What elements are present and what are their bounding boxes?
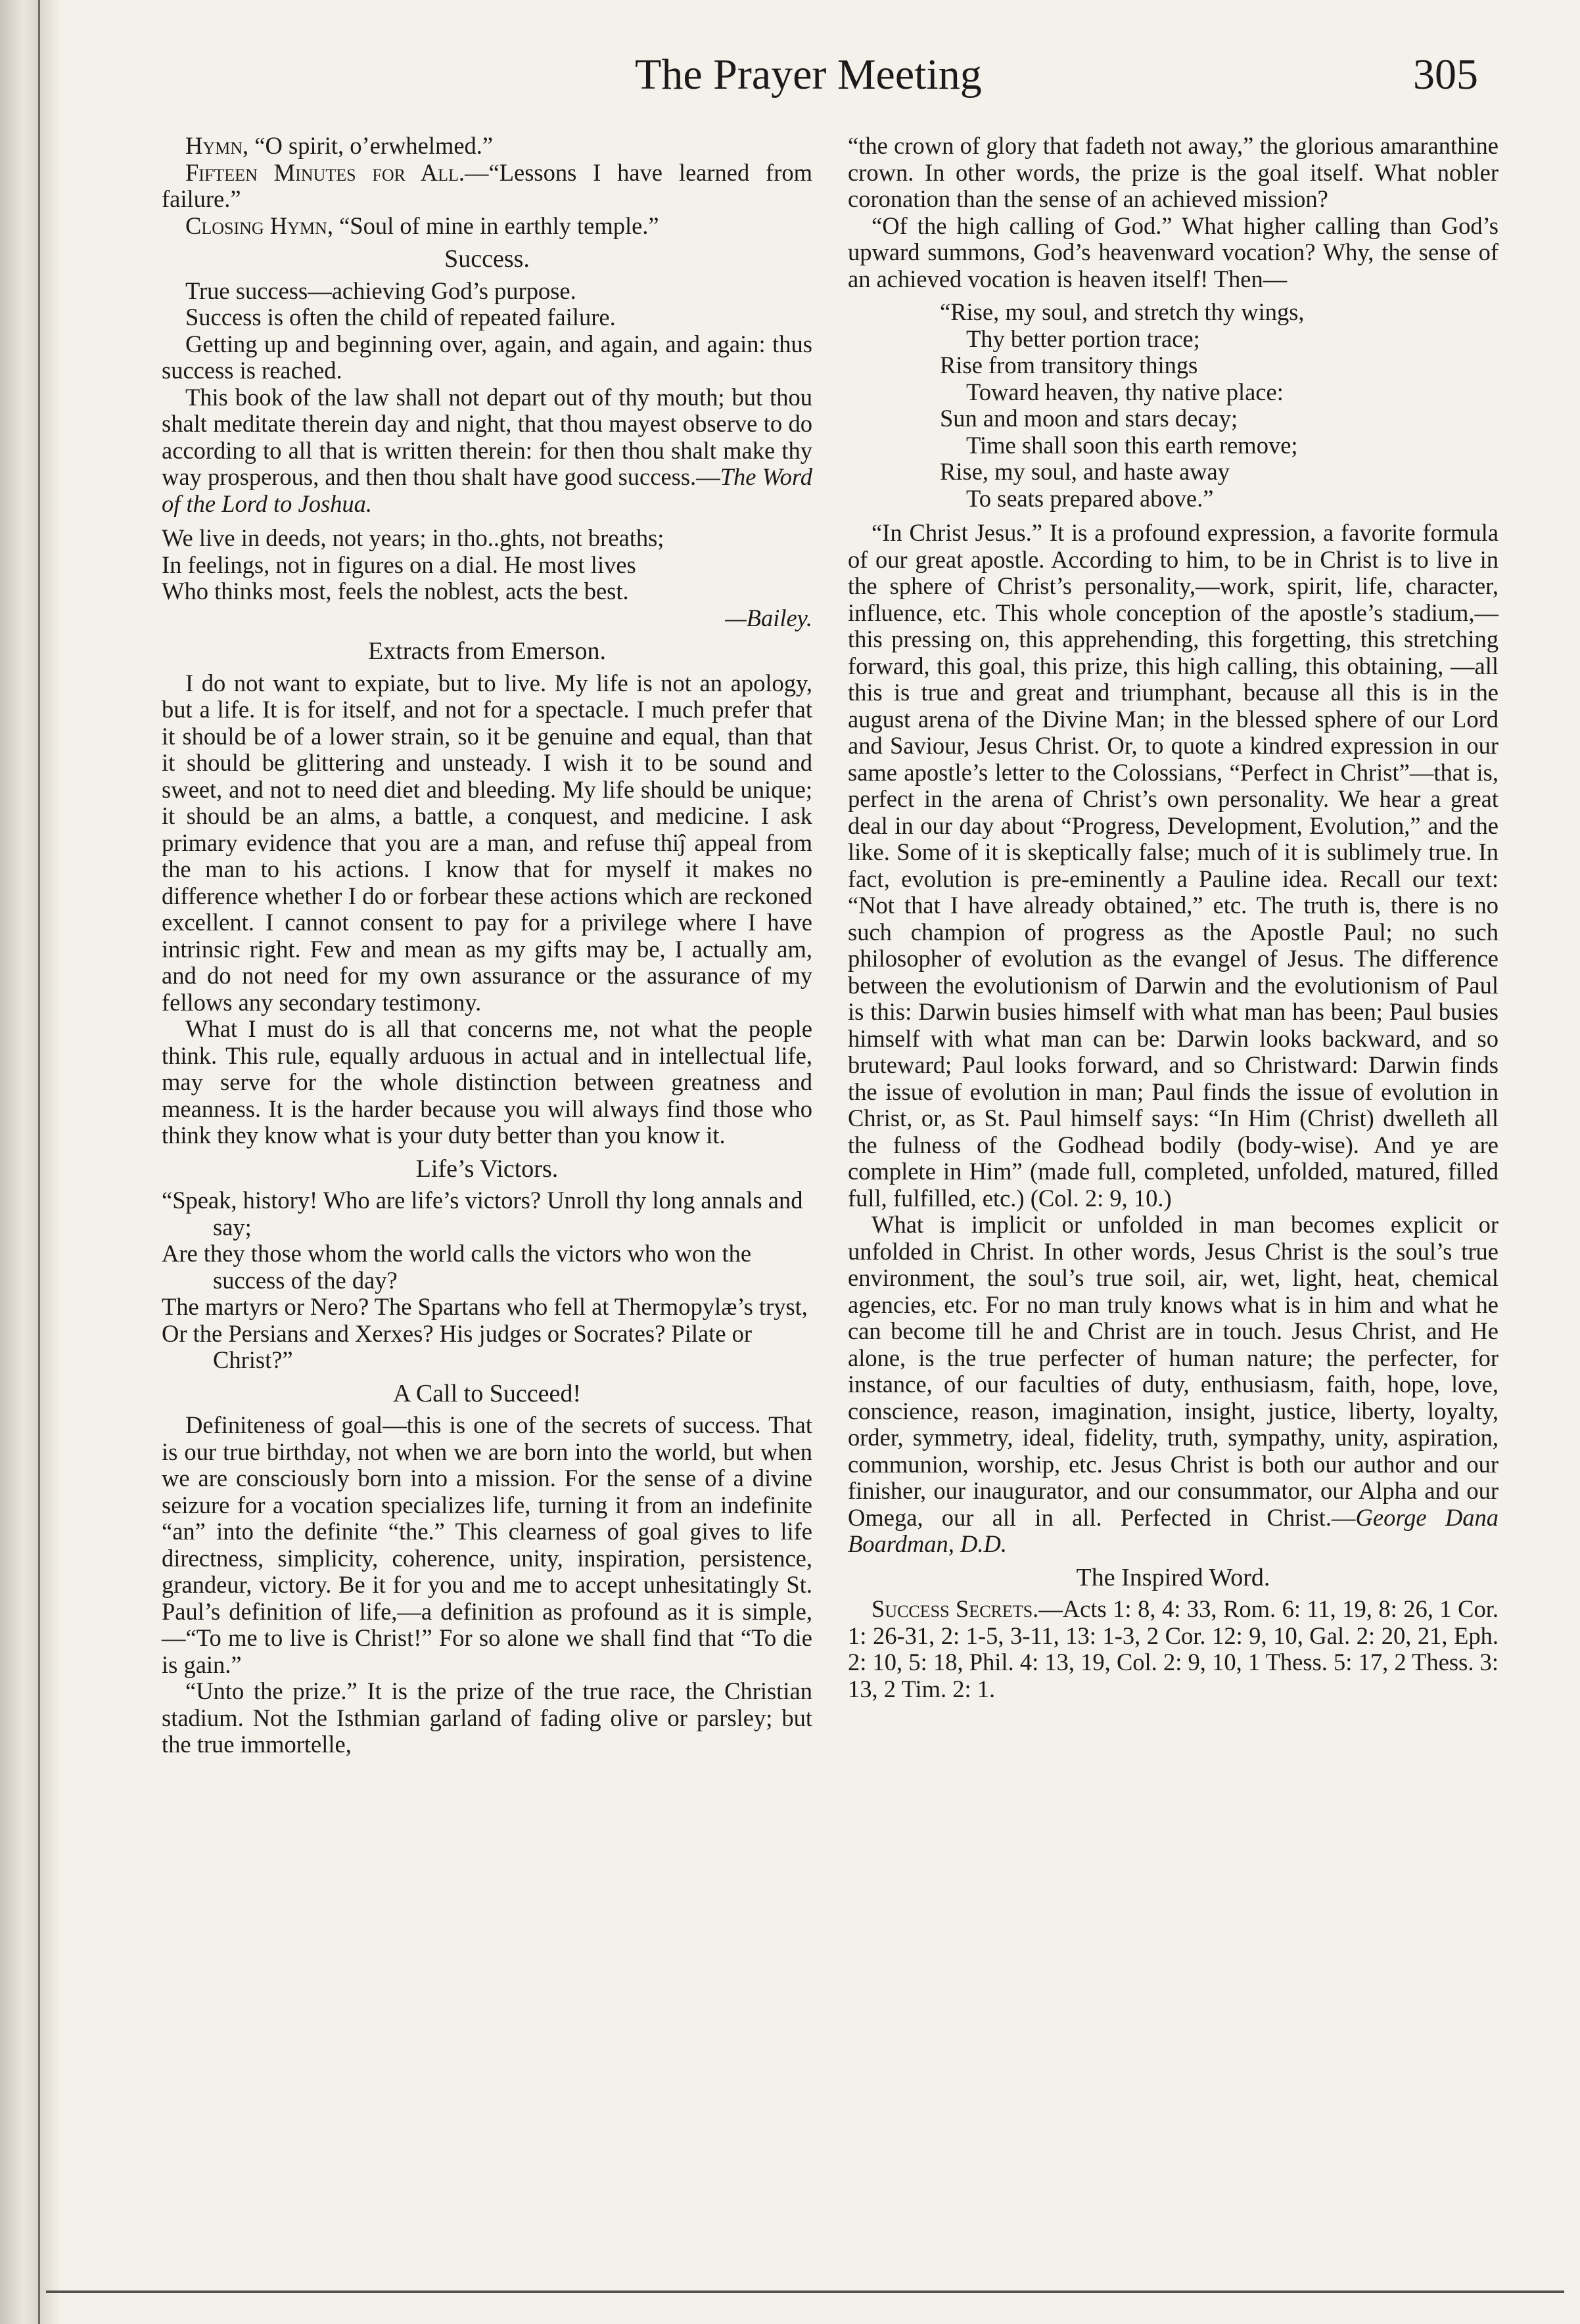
poem-line: “Speak, history! Who are life’s victors? Unroll thy long annals and say; xyxy=(162,1187,803,1241)
call-paragraph-1: Definiteness of goal—this is one of the secrets of success. That is our true birthday, not when we are born into the world, but when we are consciously born into a mission. For the sense of a divine seizure for a vocation specializes life, turning it from an indefinite “an” into the definite “the.” This clearness of goal gives to life directness, simplicity, coherence, unity, inspiration, persistence, grandeur, victory. Be it for you and me to accept unhesitatingly St. Paul’s definition of life,—a definition as profound as it is simple,—“To me to live is Christ!” For so alone we shall find that “To die is gain.” xyxy=(162,1411,812,1678)
lifes-victors-poem xyxy=(162,1187,812,1374)
verse-line: To seats prepared above.” xyxy=(966,484,1214,512)
order-fifteen-minutes xyxy=(162,160,812,213)
success-scripture-text: This book of the law shall not depart out of thy mouth; but thou shalt meditate therein day and night, that thou mayest observe to do according to all that is written therein: for then thou shalt make thy way prosperous, and then thou shalt have good success.— xyxy=(162,383,812,490)
heading-lifes-victors: Life’s Victors. xyxy=(415,1154,559,1183)
order-hymn-text: “O spirit, o’erwhelmed.” xyxy=(254,132,494,159)
page-number: 305 xyxy=(1413,51,1478,99)
implicit-paragraph-author: George Dana Boardman, D.D. xyxy=(848,1503,1499,1557)
in-christ-paragraph: “In Christ Jesus.” It is a profound expression, a favorite formula of our great apostle. According to him, to be in Christ is to live in the sphere of Christ’s personality,—work, spirit, life, character, influence, etc. This whole conception of the apostle’s stadium,—this pressing on, this apprehending, this forgetting, this stretching forward, this goal, this prize, this high calling, this obtaining, —all this is true and great and triumphant, because all this is in the august arena of the Divine Man; in the blessed sphere of our Lord and Saviour, Jesus Christ. Or, to quote a kindred expression in our same apostle’s letter to the Colossians, “Perfect in Christ”—that is, perfect in the arena of Christ’s own personality. We hear a great deal in our day about “Progress, Development, Evolution,” and the like. Some of it is skeptically false; much of it is sublimely true. In fact, evolution is pre-eminently a Pauline idea. Recall our text: “Not that I have already obtained,” etc. The truth is, there is no such champion of progress as the Apostle Paul; no such philosopher of evolution as the evangel of Jesus. The difference between the evolutionism of Darwin and the evolutionism of Paul is this: Darwin busies himself with what man has been; Paul busies himself with what man can be: Darwin looks backward, and so bruteward; Paul looks forward, and so Christward: Darwin finds the issue of evolution in man; Paul finds the issue of evolution in Christ, or, as St. Paul himself says: “In Him (Christ) dwelleth all the fulness of the Godhead bodily (body-wise). And ye are complete in Him” (made full, completed, unfolded, matured, filled full, fulfilled, etc.) (Col. 2: 9, 10.) xyxy=(848,519,1499,1212)
verse-line: Time shall soon this earth remove; xyxy=(966,431,1298,459)
success-line-1: True success—achieving God’s purpose. xyxy=(185,277,576,304)
poem-line: Who thinks most, feels the noblest, acts the best. xyxy=(162,578,629,604)
prize-continued-paragraph: “the crown of glory that fadeth not away,” the glorious amaranthine crown. In other words, the prize is the goal itself. What nobler coronation than the sense of an achieved mission? xyxy=(848,132,1499,212)
success-secrets-references xyxy=(848,1596,1499,1702)
verse-line: Sun and moon and stars decay; xyxy=(940,405,1238,432)
heading-inspired-word: The Inspired Word. xyxy=(1076,1563,1270,1591)
success-scripture-source: The Word of the Lord to Joshua. xyxy=(162,463,812,517)
verse-line: “Rise, my soul, and stretch thy wings, xyxy=(940,298,1305,325)
verse-line: Toward heaven, thy native place: xyxy=(966,378,1284,405)
binding-gutter xyxy=(0,0,60,2324)
left-column xyxy=(162,133,812,1758)
binding-edge-line xyxy=(38,0,40,2324)
success-scripture xyxy=(162,384,812,518)
success-secrets-text: —Acts 1: 8, 4: 33, Rom. 6: 11, 19, 8: 26, 1 Cor. 1: 26-31, 2: 1-5, 3-11, 13: 1-3, 2 Cor. 12: 9, 10, Gal. 2: 20, 21, Eph. 2: 10, 5: 18, Phil. 4: 13, 19, Col. 2: 9, 10, 1 Thess. 5: 17, 2 Thess. 3: 13, 2 Tim. 2: 1. xyxy=(848,1595,1499,1702)
success-line-2: Success is often the child of repeated failure. xyxy=(185,304,616,330)
order-hymn xyxy=(162,133,812,160)
heading-success: Success. xyxy=(444,245,530,273)
poem-author: —Bailey. xyxy=(725,604,812,631)
call-paragraph-2: “Unto the prize.” It is the prize of the true race, the Christian stadium. Not the Isthmian garland of fading olive or parsley; but the true immortelle, xyxy=(162,1677,812,1758)
order-fifteen-minutes-label: Fifteen Minutes for All. xyxy=(185,158,465,186)
implicit-paragraph xyxy=(848,1212,1499,1558)
order-closing-hymn-label: Closing Hymn, xyxy=(185,212,333,239)
poem-line: The martyrs or Nero? The Spartans who fell at Thermopylæ’s tryst, xyxy=(162,1293,808,1320)
success-line-3: Getting up and beginning over, again, and again, and again: thus success is reached. xyxy=(162,330,812,384)
hymn-verse xyxy=(940,299,1499,512)
poem-line: Are they those whom the world calls the victors who won the success of the day? xyxy=(162,1240,752,1294)
poem-line: We live in deeds, not years; in tho..ghts, not breaths; xyxy=(162,524,664,551)
verse-line: Thy better portion trace; xyxy=(966,325,1200,352)
bailey-poem xyxy=(162,525,812,605)
success-secrets-label: Success Secrets. xyxy=(871,1595,1039,1622)
verse-line: Rise, my soul, and haste away xyxy=(940,458,1230,485)
running-head-title: The Prayer Meeting xyxy=(635,51,982,99)
verse-line: Rise from transitory things xyxy=(940,352,1198,378)
order-hymn-label: Hymn, xyxy=(185,132,249,159)
order-fifteen-minutes-text: —“Lessons I have learned from failure.” xyxy=(162,158,812,212)
order-closing-hymn xyxy=(162,213,812,240)
implicit-paragraph-text: What is implicit or unfolded in man becomes explicit or unfolded in Christ. In other words, Jesus Christ is the soul’s true environment, the soul’s true soil, air, wet, light, heat, chemical agencies, etc. For no man truly knows what is in him and what he can become till he and Christ are in touch. Jesus Christ, and He alone, is the true perfecter of human nature; the perfecter, for instance, of our faculties of duty, enthusiasm, faith, hope, love, conscience, reason, imagination, insight, justice, liberty, loyalty, order, symmetry, ideal, fidelity, truth, sympathy, unity, aspiration, communion, worship, etc. Jesus Christ is both our author and our finisher, our inaugurator, and our consummator, our Alpha and our Omega, our all in all. Perfected in Christ.— xyxy=(848,1211,1499,1531)
heading-call-to-succeed: A Call to Succeed! xyxy=(393,1379,581,1407)
bottom-edge-rule xyxy=(46,2290,1564,2293)
emerson-paragraph-1: I do not want to expiate, but to live. My life is not an apology, but a life. It is for itself, and not for a spectacle. I much prefer that it should be of a lower strain, so it be genuine and equal, than that it should be glittering and unsteady. I wish it to be sound and sweet, and not to need diet and bleeding. My life should be unique; it should be an alms, a battle, a conquest, and medicine. I ask primary evidence that you are a man, and refuse thiĵ appeal from the man to his actions. I know that for myself it makes no difference whether I do or forbear these actions which are reckoned excellent. I cannot consent to pay for a privilege where I have intrinsic right. Few and mean as my gifts may be, I actually am, and do not need for my own assurance or the assurance of my fellows any secondary testimony. xyxy=(162,669,812,1016)
high-calling-paragraph: “Of the high calling of God.” What higher calling than God’s upward summons, God’s heavenward vocation? Why, the sense of an achieved vocation is heaven itself! Then— xyxy=(848,212,1499,292)
poem-line: Or the Persians and Xerxes? His judges or Socrates? Pilate or Christ?” xyxy=(162,1319,753,1373)
emerson-paragraph-2: What I must do is all that concerns me, not what the people think. This rule, equally arduous in actual and in intellectual life, may serve for the whole distinction between greatness and meanness. It is the harder because you will always find those who think they know what is your duty better than you know it. xyxy=(162,1015,812,1149)
right-column xyxy=(848,133,1499,1702)
poem-line: In feelings, not in figures on a dial. He most lives xyxy=(162,551,636,578)
heading-emerson: Extracts from Emerson. xyxy=(368,637,606,665)
order-closing-hymn-text: “Soul of mine in earthly temple.” xyxy=(339,212,659,239)
running-head xyxy=(0,50,1580,109)
